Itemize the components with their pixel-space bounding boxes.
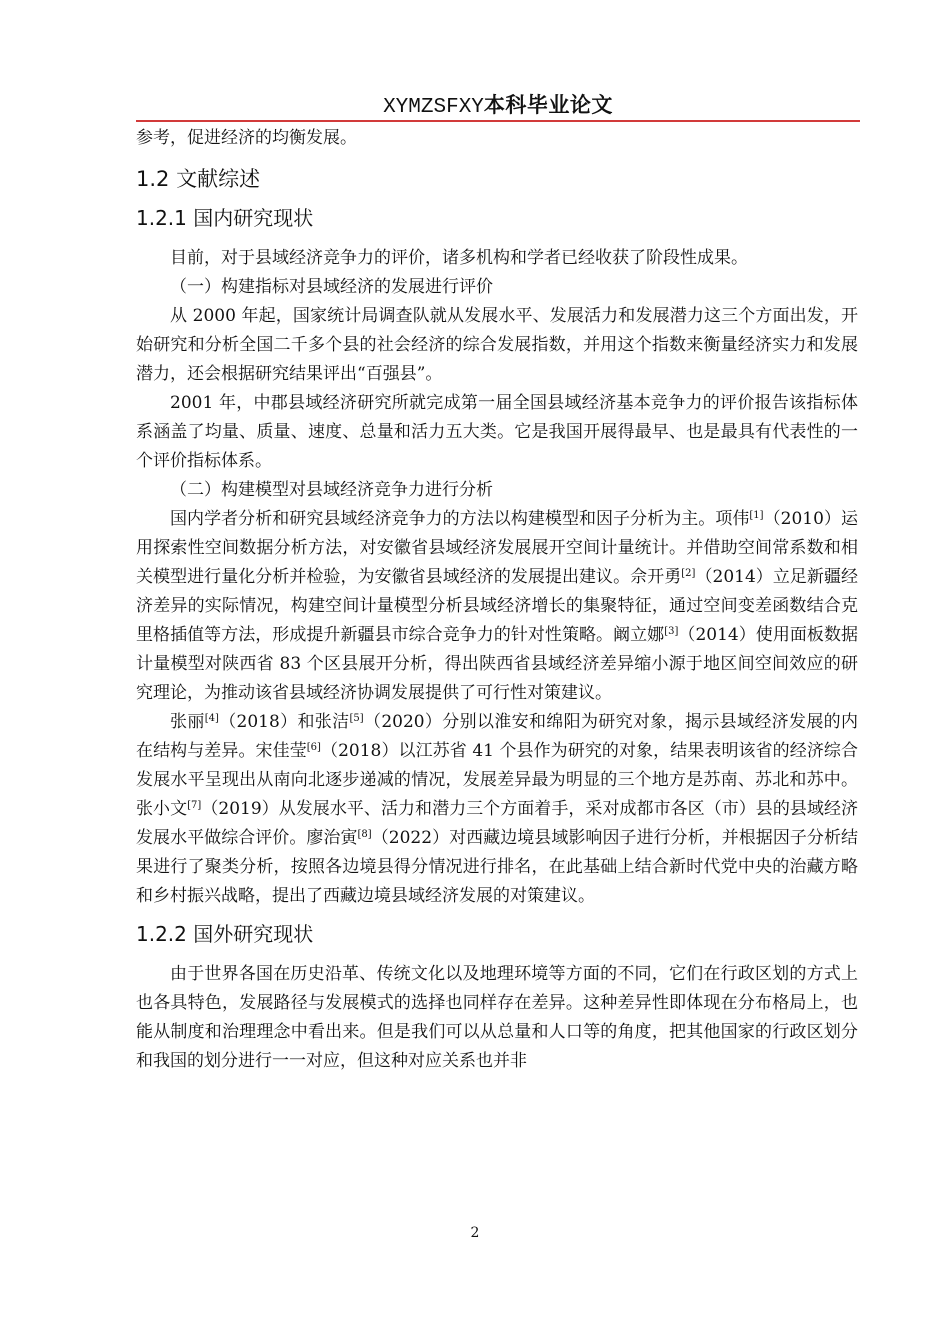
text-span: （2018）以江苏省 41 个县作为研究的对象，结果表明该省的经济综合发展水平呈现出从南向北逐步递减的情况，发展差异最为明显的三个地方是苏南、苏北和苏中。张小文	[136, 741, 858, 819]
paragraph-domestic-studies	[136, 708, 858, 911]
citation-ref: [3]	[664, 626, 679, 637]
text-span: （2022）对西藏边境县域影响因子进行分析，并根据因子分析结果进行了聚类分析，按照各边境县得分情况进行排名，在此基础上结合新时代党中央的治藏方略和乡村振兴战略，提出了西藏边境县域经济发展的对策建议。	[136, 828, 859, 906]
citation-ref: [8]	[357, 829, 372, 840]
subheading-indicators: （一）构建指标对县域经济的发展进行评价	[170, 277, 493, 297]
paragraph-2000: 从 2000 年起，国家统计局调查队就从发展水平、发展活力和发展潜力这三个方面出发，开始研究和分析全国二千多个县的社会经济的综合发展指数，并用这个指数来衡量经济实力和发展潜力，还会根据研究结果评出“百强县”。	[136, 306, 858, 384]
text-span: （2014）使用面板数据计量模型对陕西省 83 个区县展开分析，得出陕西省县域经济差异缩小源于地区间空间效应的研究理论，为推动该省县域经济协调发展提供了可行性对策建议。	[136, 625, 859, 703]
citation-ref: [4]	[204, 713, 219, 724]
text-span: 张丽	[170, 712, 205, 732]
citation-ref: [7]	[187, 800, 202, 811]
subsection-heading-1-2-2: 1.2.2 国外研究现状	[136, 922, 314, 946]
paragraph-2001: 2001 年，中郡县域经济研究所就完成第一届全国县域经济基本竞争力的评价报告该指标体系涵盖了均量、质量、速度、总量和活力五大类。它是我国开展得最早、也是最具有代表性的一个评价指标体系。	[136, 393, 858, 471]
citation-ref: [5]	[349, 713, 364, 724]
document-body	[136, 124, 858, 1076]
citation-ref: [2]	[681, 568, 696, 579]
text-span: 国内学者分析和研究县域经济竞争力的方法以构建模型和因子分析为主。项伟	[170, 509, 750, 529]
paragraph-domestic-models	[136, 505, 858, 708]
text-span: （2019）从发展水平、活力和潜力三个方面着手，采对成都市各区（市）县的县域经济发展水平做综合评价。廖治寅	[136, 799, 859, 848]
header-code: XYMZSFXY	[383, 96, 484, 119]
paragraph-continuation: 参考，促进经济的均衡发展。	[136, 128, 357, 148]
text-span: （2014）立足新疆经济差异的实际情况，构建空间计量模型分析县域经济增长的集聚特征，通过空间变差函数结合克里格插值等方法，形成提升新疆县市综合竞争力的针对性策略。阚立娜	[136, 567, 858, 645]
page-header	[136, 92, 860, 121]
text-span: （2010）运用探索性空间数据分析方法，对安徽省县域经济发展展开空间计量统计。并借助空间常系数和相关模型进行量化分析并检验，为安徽省县域经济的发展提出建议。佘开勇	[136, 509, 859, 587]
header-rule	[136, 120, 860, 122]
subsection-heading-1-2-1: 1.2.1 国内研究现状	[136, 206, 314, 230]
text-span: （2018）和张洁	[218, 712, 350, 732]
citation-ref: [1]	[749, 510, 764, 521]
citation-ref: [6]	[306, 742, 321, 753]
page-number: 2	[470, 1225, 480, 1241]
paragraph-intro: 目前，对于县域经济竞争力的评价，诸多机构和学者已经收获了阶段性成果。	[170, 248, 748, 268]
header-title: 本科毕业论文	[483, 93, 613, 117]
section-heading-1-2: 1.2 文献综述	[136, 167, 261, 191]
text-span: （2020）分别以淮安和绵阳为研究对象，揭示县域经济发展的内在结构与差异。宋佳莹	[136, 712, 859, 761]
paragraph-foreign: 由于世界各国在历史沿革、传统文化以及地理环境等方面的不同，它们在行政区划的方式上也各具特色，发展路径与发展模式的选择也同样存在差异。这种差异性即体现在分布格局上，也能从制度和治理理念中看出来。但是我们可以从总量和人口等的角度，把其他国家的行政区划分和我国的划分进行一一对应，但这种对应关系也并非	[136, 964, 858, 1071]
subheading-models: （二）构建模型对县域经济竞争力进行分析	[170, 480, 493, 500]
